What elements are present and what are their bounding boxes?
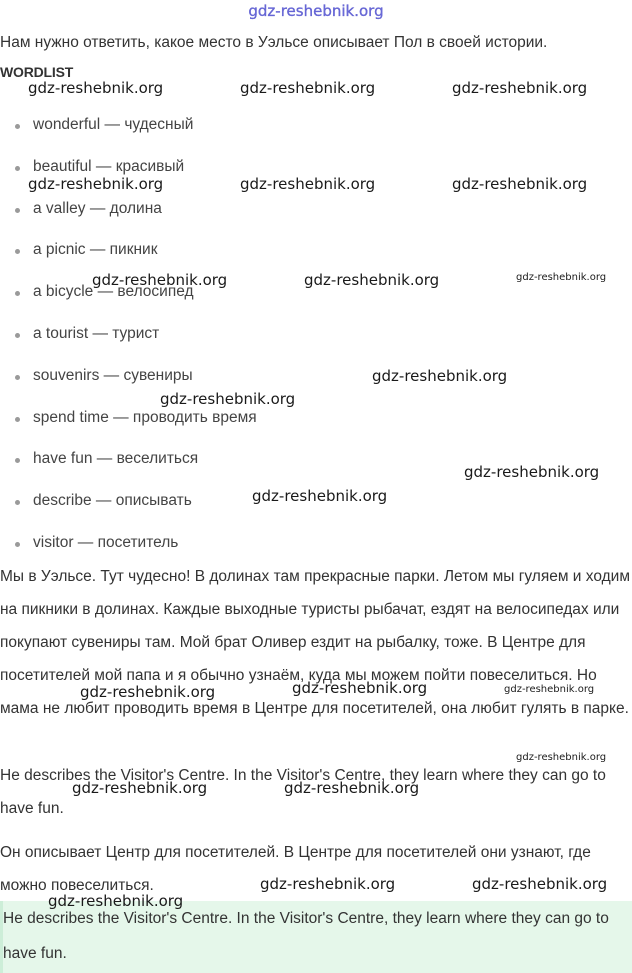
list-item	[0, 194, 257, 236]
bullet-icon	[15, 500, 20, 505]
watermark: gdz-reshebnik.org	[28, 175, 164, 193]
watermark: gdz-reshebnik.org	[372, 367, 508, 385]
watermark: gdz-reshebnik.org	[48, 892, 184, 910]
list-item-text: a valley — долина	[33, 199, 162, 217]
bullet-icon	[15, 291, 20, 296]
wordlist-title: WORDLIST	[0, 64, 74, 80]
watermark: gdz-reshebnik.org	[80, 683, 216, 701]
watermark: gdz-reshebnik.org	[504, 684, 595, 695]
bullet-icon	[15, 542, 20, 547]
bullet-icon	[15, 333, 20, 338]
watermark: gdz-reshebnik.org	[240, 175, 376, 193]
watermark: gdz-reshebnik.org	[472, 875, 608, 893]
list-item	[0, 110, 257, 152]
watermark: gdz-reshebnik.org	[516, 752, 607, 763]
watermark: gdz-reshebnik.org	[292, 679, 428, 697]
watermark: gdz-reshebnik.org	[284, 779, 420, 797]
list-item-text: describe — описывать	[33, 492, 192, 510]
bullet-icon	[15, 166, 20, 171]
watermark: gdz-reshebnik.org	[260, 875, 396, 893]
story-translation: Мы в Уэльсе. Тут чудесно! В долинах там прекрасные парки. Летом мы гуляем и ходим на пикники в долинах. Каждые выходные туристы рыбачат, ездят на велосипедах или покупают сувениры там. Мой брат Оливер ездит на рыбалку, тоже. В Центре для посетителей мой папа и я обычно узнаём, куда мы можем пойти повеселиться. Но мама не любит проводить время в Центре для посетителей, она любит гулять в парке.	[0, 568, 630, 717]
list-item-text: spend time — проводить время	[33, 408, 257, 426]
watermark: gdz-reshebnik.org	[252, 487, 388, 505]
list-item-text: a picnic — пикник	[33, 241, 158, 259]
watermark: gdz-reshebnik.org	[452, 79, 588, 97]
list-item-text: have fun — веселиться	[33, 450, 199, 468]
list-item-text: a bicycle — велосипед	[33, 283, 194, 301]
list-item	[0, 486, 257, 528]
answer-english: He describes the Visitor's Centre. In the Visitor's Centre, they learn where they can go to have fun.	[0, 767, 606, 817]
list-item	[0, 444, 257, 486]
watermark: gdz-reshebnik.org	[28, 79, 164, 97]
watermark: gdz-reshebnik.org	[304, 271, 440, 289]
list-item-text: a tourist — турист	[33, 324, 160, 342]
answer-highlight-text: He describes the Visitor's Centre. In the Visitor's Centre, they learn where they can go to have fun.	[3, 910, 609, 962]
answer-russian: Он описывает Центр для посетителей. В Центре для посетителей они узнают, где можно повеселиться.	[0, 844, 591, 894]
watermark: gdz-reshebnik.org	[92, 271, 228, 289]
intro-text: Нам нужно ответить, какое место в Уэльсе описывает Пол в своей истории.	[0, 34, 548, 51]
list-item-text: beautiful — красивый	[33, 157, 185, 175]
watermark: gdz-reshebnik.org	[452, 175, 588, 193]
answer-highlight-box	[0, 901, 632, 973]
bullet-icon	[15, 249, 20, 254]
bullet-icon	[15, 458, 20, 463]
list-item-text: souvenirs — сувениры	[33, 366, 193, 384]
list-item	[0, 403, 257, 445]
list-item-text: visitor — посетитель	[33, 533, 179, 551]
bullet-icon	[15, 208, 20, 213]
watermark: gdz-reshebnik.org	[160, 390, 296, 408]
bullet-icon	[15, 124, 20, 129]
header-watermark: gdz-reshebnik.org	[248, 2, 384, 20]
bullet-icon	[15, 375, 20, 380]
list-item	[0, 319, 257, 361]
watermark: gdz-reshebnik.org	[516, 272, 607, 283]
watermark: gdz-reshebnik.org	[72, 779, 208, 797]
watermark: gdz-reshebnik.org	[464, 463, 600, 481]
list-item-text: wonderful — чудесный	[33, 116, 194, 133]
bullet-icon	[15, 417, 20, 422]
watermark: gdz-reshebnik.org	[240, 79, 376, 97]
